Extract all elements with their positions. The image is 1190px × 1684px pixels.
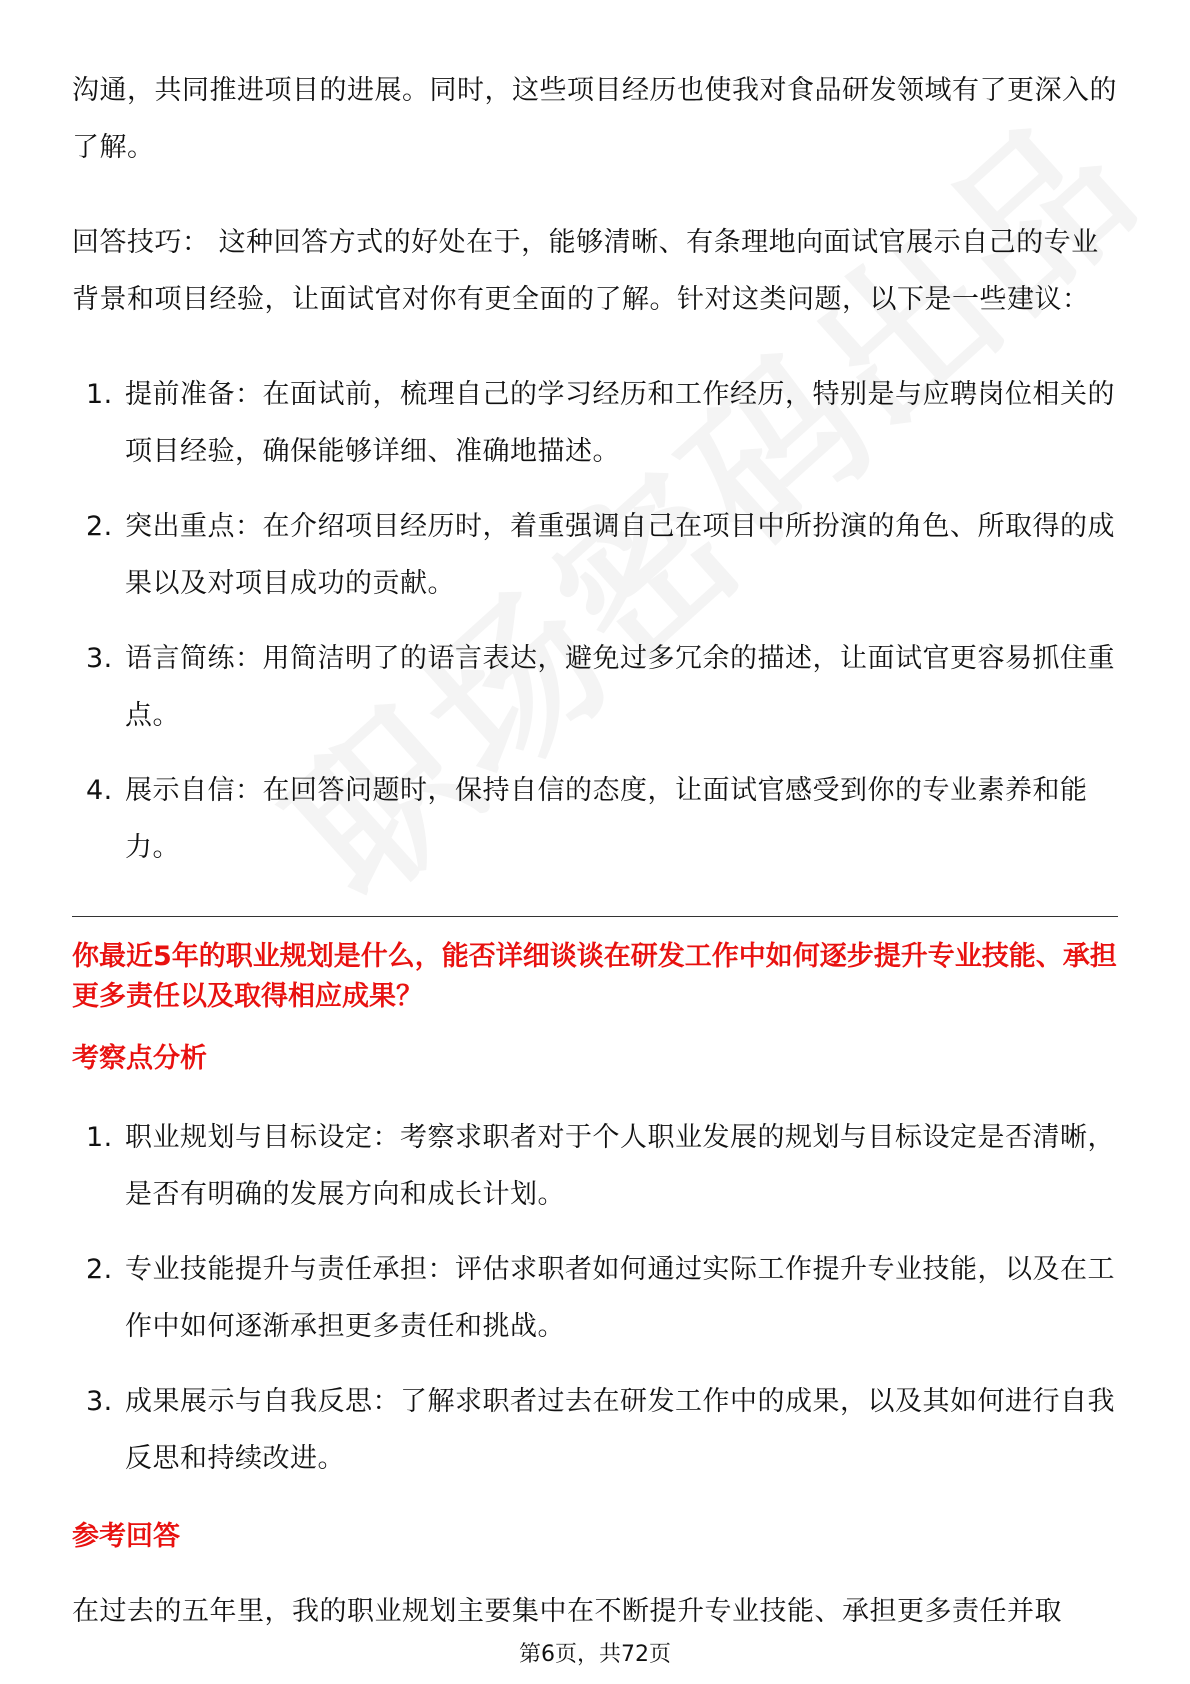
tips-paragraph: 回答技巧： 这种回答方式的好处在于，能够清晰、有条理地向面试官展示自己的专业背景和项目经验，让面试官对你有更全面的了解。针对这类问题，以下是一些建议： [72, 227, 1099, 315]
analysis-heading: 考察点分析 [72, 1043, 207, 1074]
list-item-text: 展示自信：在回答问题时，保持自信的态度，让面试官感受到你的专业素养和能力。 [125, 775, 1088, 863]
list-item [72, 762, 1118, 876]
tips-list [72, 366, 1118, 876]
list-number: 3. [86, 643, 113, 674]
list-number: 2. [86, 511, 113, 542]
reference-answer-text: 在过去的五年里，我的职业规划主要集中在不断提升专业技能、承担更多责任并取 [72, 1596, 1062, 1627]
list-item-text: 语言简练：用简洁明了的语言表达，避免过多冗余的描述，让面试官更容易抓住重点。 [125, 643, 1115, 731]
list-number: 4. [86, 775, 113, 806]
list-item [72, 366, 1118, 480]
list-number: 2. [86, 1254, 113, 1285]
list-item-text: 突出重点：在介绍项目经历时，着重强调自己在项目中所扮演的角色、所取得的成果以及对项目成功的贡献。 [125, 511, 1115, 599]
list-item-text: 提前准备：在面试前，梳理自己的学习经历和工作经历，特别是与应聘岗位相关的项目经验，确保能够详细、准确地描述。 [125, 379, 1115, 467]
list-item [72, 630, 1118, 744]
list-item-text: 专业技能提升与责任承担：评估求职者如何通过实际工作提升专业技能，以及在工作中如何逐渐承担更多责任和挑战。 [125, 1254, 1115, 1342]
list-item [72, 1241, 1118, 1355]
list-item-text: 职业规划与目标设定：考察求职者对于个人职业发展的规划与目标设定是否清晰，是否有明确的发展方向和成长计划。 [125, 1122, 1115, 1210]
document-body [72, 62, 1118, 1640]
list-item [72, 498, 1118, 612]
list-number: 1. [86, 379, 113, 410]
page-number: 第6页，共72页 [519, 1642, 671, 1667]
section-divider [72, 916, 1118, 917]
list-item-text: 成果展示与自我反思：了解求职者过去在研发工作中的成果，以及其如何进行自我反思和持续改进。 [125, 1386, 1115, 1474]
list-number: 3. [86, 1386, 113, 1417]
list-number: 1. [86, 1122, 113, 1153]
continuation-paragraph: 沟通，共同推进项目的进展。同时，这些项目经历也使我对食品研发领域有了更深入的了解。 [72, 75, 1117, 163]
list-item [72, 1109, 1118, 1223]
analysis-list [72, 1109, 1118, 1487]
question-heading: 你最近5年的职业规划是什么，能否详细谈谈在研发工作中如何逐步提升专业技能、承担更多责任以及取得相应成果？ [72, 941, 1117, 1012]
list-item [72, 1373, 1118, 1487]
reference-heading: 参考回答 [72, 1521, 180, 1552]
